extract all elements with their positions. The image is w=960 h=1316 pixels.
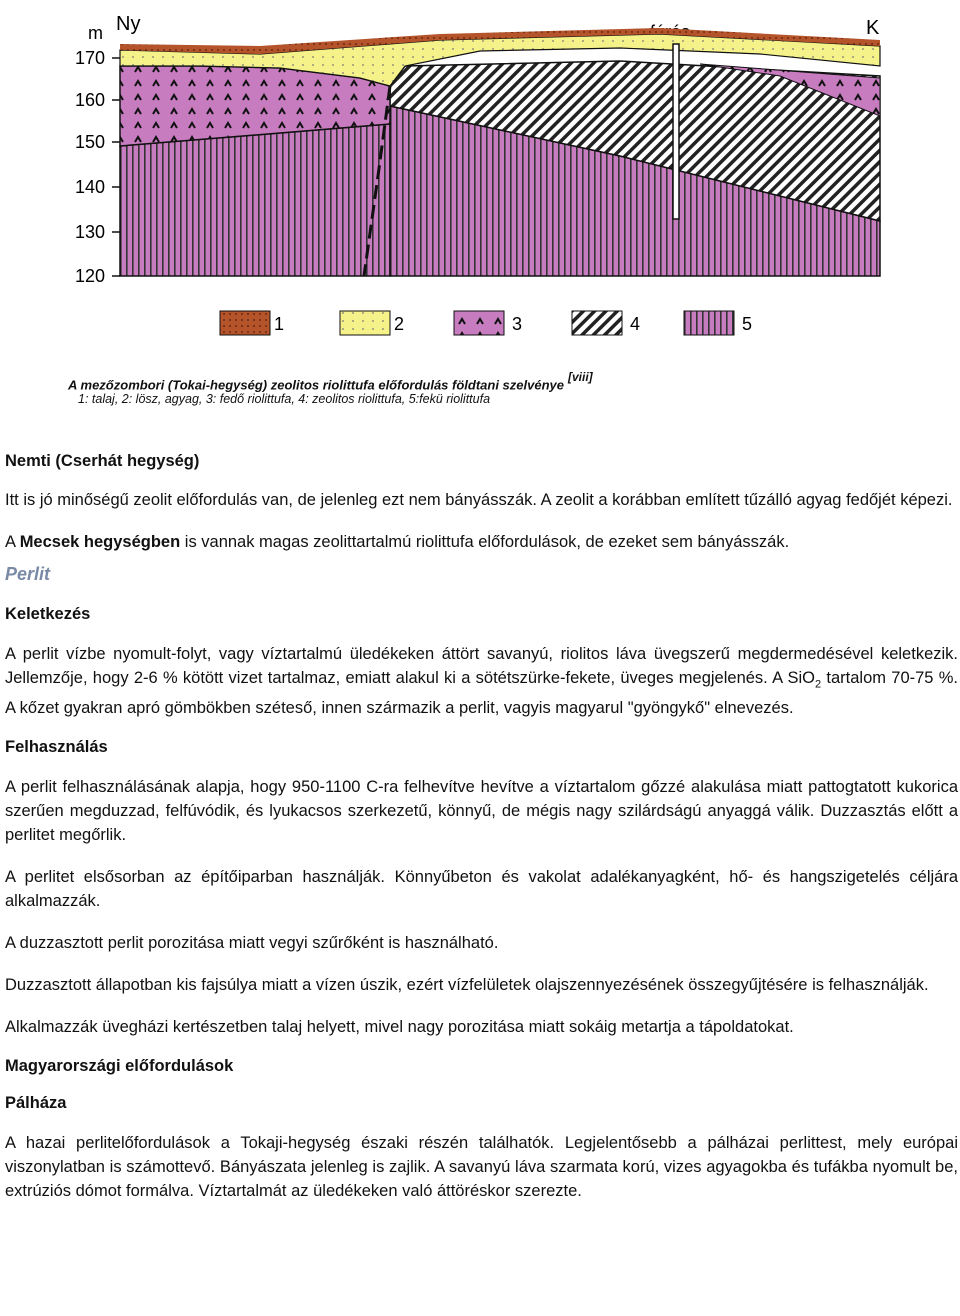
- layer-5-basal-tuff: [120, 124, 390, 276]
- paragraph-felhasznalas-4: Duzzasztott állapotban kis fajsúlya miatt a vízen úszik, ezért vízfelületek olajszennyezésének összegyűjtésére is felhasználják.: [5, 976, 929, 995]
- y-tick: 130: [75, 222, 106, 242]
- y-tick: 170: [75, 48, 106, 68]
- paragraph-felhasznalas-5: Alkalmazzák üvegházi kertészetben talaj helyett, mivel nagy porozitása miatt sokáig metartja a tápoldatokat.: [5, 1018, 794, 1037]
- heading-nemti: Nemti (Cserhát hegység): [5, 452, 200, 470]
- article-content: [5, 452, 958, 1203]
- caption-reference[interactable]: [viii]: [568, 370, 593, 384]
- paragraph-felhasznalas-1: A perlit felhasználásának alapja, hogy 950-1100 C-ra felhevítve hevítve a víztartalom gőzzé alakulása miatt pattogtatott kukorica szerűen megduzzad, felfúvódik, és lyukacsos szerkezetű, könnyű, de mégis nagy szilárdságú anyaggá válik. Duzzasztás előtt a perlitet megőrlik.: [5, 778, 958, 845]
- legend-number-3: 3: [512, 314, 523, 334]
- y-tick: 160: [75, 90, 106, 110]
- label-m: m: [88, 23, 103, 43]
- paragraph-nemti-1: Itt is jó minőségű zeolit előfordulás van, de jelenleg ezt nem bányásszák. A zeolit a korábban említett tűzálló agyag fedőjét képezi.: [5, 491, 953, 509]
- text-run: is vannak magas zeolittartalmú riolittufa előfordulások, de ezeket sem bányásszák.: [180, 533, 790, 551]
- paragraph-felhasznalas-3: A duzzasztott perlit porozitása miatt vegyi szűrőként is használható.: [5, 934, 499, 953]
- subscript-2: 2: [815, 678, 822, 691]
- text-run: A: [5, 533, 20, 551]
- y-axis: [75, 48, 105, 286]
- y-tick: 150: [75, 132, 106, 152]
- geologic-section-figure: [60, 6, 920, 346]
- heading-felhasznalas: Felhasználás: [5, 738, 108, 757]
- paragraph-felhasznalas-2: A perlitet elsősorban az építőiparban használják. Könnyűbeton és vakolat adalékanyagként, hő- és hangszigetelés céljára alkalmazzák.: [5, 868, 958, 911]
- legend-swatch-4: [572, 311, 622, 335]
- paragraph-palhaza: A hazai perlitelőfordulások a Tokaji-hegység északi részén találhatók. Legjelentősebb a pálházai perlittest, mely európai viszonylatban is számottevő. Bányászata jelenleg is zajlik. A savanyú láva szarmata korú, vizes agyagokba és tufákba nyomult be, extrúziós dómot formálva. Víztartalmát az üledékeken való áttöréskor szerezte.: [5, 1134, 958, 1201]
- y-tick: 140: [75, 177, 106, 197]
- text-run: tartalom 70-75 %. A kőzet gyakran apró gömbökben széteső, innen származik a perlit, vagyis magyarul "gyöngykő" elnevezés.: [5, 669, 958, 718]
- section-body: [120, 28, 880, 276]
- legend-number-2: 2: [394, 314, 405, 334]
- legend-number-5: 5: [742, 314, 753, 334]
- text-run: A perlit vízbe nyomult-folyt, vagy víztartalmú üledékeken áttört savanyú, riolitos láva üvegszerű megdermedésével keletkezik. Jellemzője, hogy 2-6 % kötött vizet tartalmaz, emiatt alakul ki a sötétszürke-fekete, üveges megjelenés. A SiO: [5, 645, 958, 687]
- legend-number-4: 4: [630, 314, 641, 334]
- legend-swatch-5: [684, 311, 734, 335]
- caption-title-text: A mezőzombori (Tokai-hegység) zeolitos riolittufa előfordulás földtani szelvénye: [68, 377, 564, 393]
- legend-number-1: 1: [274, 314, 285, 334]
- legend-swatch-3: [454, 311, 504, 335]
- bold-mecsek: Mecsek hegységben: [19, 533, 181, 551]
- borehole: [673, 44, 679, 219]
- section-title-perlit: Perlit: [5, 564, 51, 584]
- legend-swatch-2: [340, 311, 390, 335]
- figure-legend: [220, 311, 752, 335]
- label-ny: Ny: [116, 13, 141, 35]
- figure-caption-legend: 1: talaj, 2: lösz, agyag, 3: fedő riolittufa, 4: zeolitos riolittufa, 5:fekü riolittufa: [78, 392, 491, 406]
- heading-keletkezes: Keletkezés: [5, 605, 91, 623]
- label-k: K: [866, 17, 880, 39]
- y-tick: 120: [75, 266, 106, 286]
- heading-magyarorszagi: Magyarországi előfordulások: [5, 1057, 234, 1076]
- paragraph-keletkezes: [5, 642, 958, 720]
- legend-swatch-1: [220, 311, 270, 335]
- heading-palhaza: Pálháza: [5, 1094, 67, 1113]
- paragraph-nemti-2: [5, 530, 958, 554]
- figure-caption-title: [68, 370, 593, 393]
